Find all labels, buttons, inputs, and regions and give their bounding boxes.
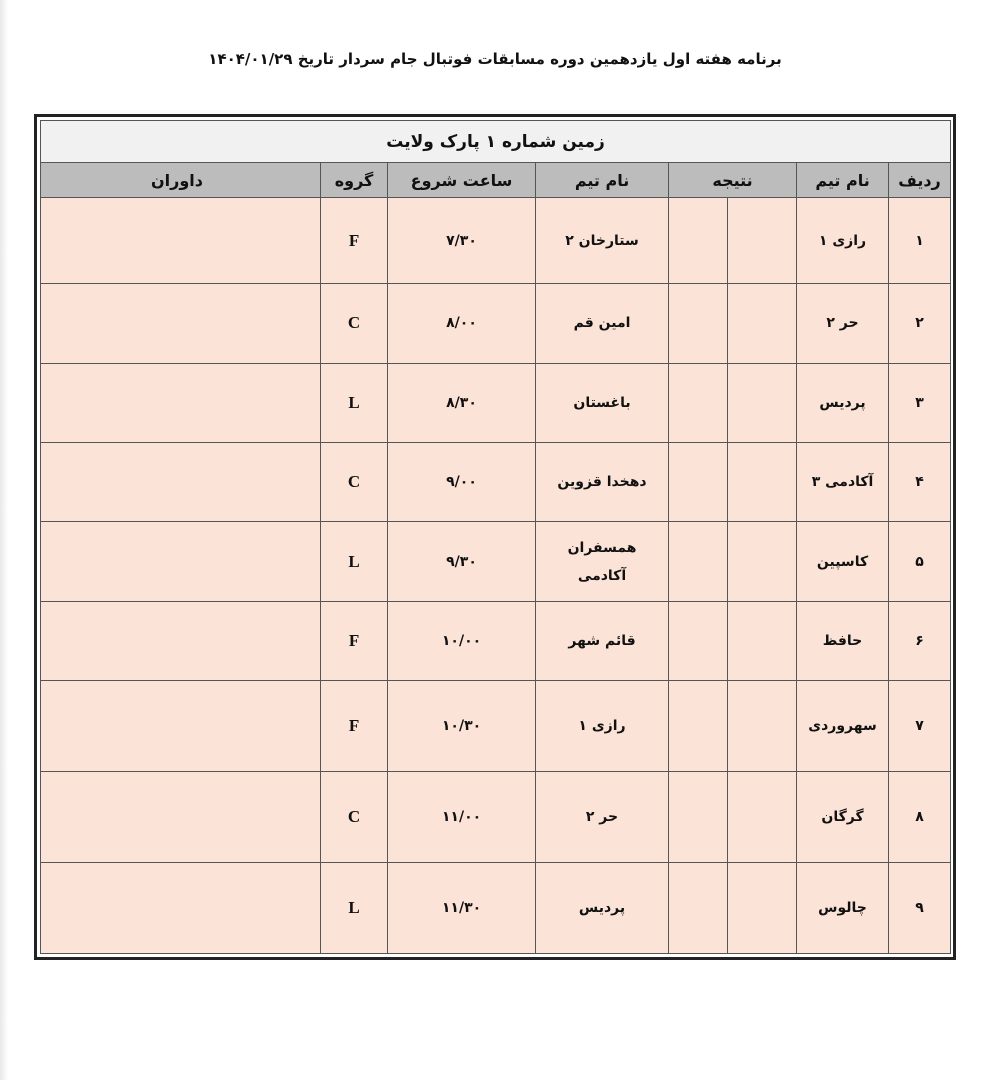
referees-cell bbox=[41, 442, 321, 521]
start-time: ۸/۳۰ bbox=[388, 363, 536, 442]
team-a-name: آکادمی ۳ bbox=[797, 442, 889, 521]
score-a-cell bbox=[728, 284, 797, 363]
score-a-cell bbox=[728, 771, 797, 862]
group-letter: F bbox=[321, 198, 388, 284]
group-letter: F bbox=[321, 681, 388, 771]
group-letter: L bbox=[321, 862, 388, 953]
table-row bbox=[41, 602, 951, 681]
team-a-name: گرگان bbox=[797, 771, 889, 862]
score-b-cell bbox=[669, 521, 728, 601]
score-a-cell bbox=[728, 862, 797, 953]
header-start-time: ساعت شروع bbox=[388, 163, 536, 198]
start-time: ۱۱/۰۰ bbox=[388, 771, 536, 862]
team-b-name-line2: آکادمی bbox=[577, 567, 627, 584]
score-a-cell bbox=[728, 602, 797, 681]
team-a-name: حر ۲ bbox=[797, 284, 889, 363]
score-b-cell bbox=[669, 771, 728, 862]
header-result: نتیجه bbox=[669, 163, 797, 198]
referees-cell bbox=[41, 862, 321, 953]
table-row bbox=[41, 681, 951, 771]
referees-cell bbox=[41, 198, 321, 284]
start-time: ۹/۰۰ bbox=[388, 442, 536, 521]
schedule-table-frame bbox=[34, 114, 956, 960]
start-time: ۸/۰۰ bbox=[388, 284, 536, 363]
score-b-cell bbox=[669, 681, 728, 771]
group-letter: C bbox=[321, 771, 388, 862]
team-a-name: رازی ۱ bbox=[797, 198, 889, 284]
table-row bbox=[41, 442, 951, 521]
group-letter: L bbox=[321, 363, 388, 442]
row-number: ۸ bbox=[889, 771, 951, 862]
referees-cell bbox=[41, 363, 321, 442]
referees-cell bbox=[41, 521, 321, 601]
table-row bbox=[41, 771, 951, 862]
start-time: ۹/۳۰ bbox=[388, 521, 536, 601]
team-b-name: قائم شهر bbox=[536, 602, 669, 681]
start-time: ۱۰/۰۰ bbox=[388, 602, 536, 681]
row-number: ۵ bbox=[889, 521, 951, 601]
score-a-cell bbox=[728, 363, 797, 442]
schedule-table bbox=[40, 120, 951, 954]
score-a-cell bbox=[728, 198, 797, 284]
score-a-cell bbox=[728, 681, 797, 771]
group-letter: C bbox=[321, 284, 388, 363]
table-caption-row bbox=[41, 121, 951, 163]
row-number: ۴ bbox=[889, 442, 951, 521]
score-b-cell bbox=[669, 442, 728, 521]
score-b-cell bbox=[669, 198, 728, 284]
table-row bbox=[41, 862, 951, 953]
referees-cell bbox=[41, 602, 321, 681]
document-title: برنامه هفته اول یازدهمین دوره مسابقات فوتبال جام سردار تاریخ ۱۴۰۴/۰۱/۲۹ bbox=[208, 50, 782, 68]
row-number: ۹ bbox=[889, 862, 951, 953]
table-row bbox=[41, 521, 951, 601]
team-b-name: ستارخان ۲ bbox=[536, 198, 669, 284]
referees-cell bbox=[41, 771, 321, 862]
table-header-row bbox=[41, 163, 951, 198]
header-team-b: نام تیم bbox=[536, 163, 669, 198]
start-time: ۱۱/۳۰ bbox=[388, 862, 536, 953]
header-group: گروه bbox=[321, 163, 388, 198]
referees-cell bbox=[41, 284, 321, 363]
header-team-a: نام تیم bbox=[797, 163, 889, 198]
team-b-name: امین قم bbox=[536, 284, 669, 363]
team-b-name: حر ۲ bbox=[536, 771, 669, 862]
row-number: ۷ bbox=[889, 681, 951, 771]
team-b-name-line1: همسفران bbox=[567, 539, 637, 556]
row-number: ۶ bbox=[889, 602, 951, 681]
team-a-name: چالوس bbox=[797, 862, 889, 953]
page-edge-shadow bbox=[0, 0, 8, 1080]
team-a-name: کاسپین bbox=[797, 521, 889, 601]
team-b-name: پردیس bbox=[536, 862, 669, 953]
score-a-cell bbox=[728, 442, 797, 521]
header-referees: داوران bbox=[41, 163, 321, 198]
team-a-name: حافظ bbox=[797, 602, 889, 681]
team-b-name bbox=[536, 521, 669, 601]
row-number: ۱ bbox=[889, 198, 951, 284]
row-number: ۲ bbox=[889, 284, 951, 363]
group-letter: F bbox=[321, 602, 388, 681]
start-time: ۷/۳۰ bbox=[388, 198, 536, 284]
score-b-cell bbox=[669, 363, 728, 442]
table-row bbox=[41, 363, 951, 442]
referees-cell bbox=[41, 681, 321, 771]
header-row-number: ردیف bbox=[889, 163, 951, 198]
start-time: ۱۰/۳۰ bbox=[388, 681, 536, 771]
score-b-cell bbox=[669, 862, 728, 953]
table-row bbox=[41, 198, 951, 284]
table-row bbox=[41, 284, 951, 363]
team-b-name: باغستان bbox=[536, 363, 669, 442]
team-b-name: دهخدا قزوین bbox=[536, 442, 669, 521]
field-caption: زمین شماره ۱ پارک ولایت bbox=[41, 121, 951, 163]
team-a-name: پردیس bbox=[797, 363, 889, 442]
score-a-cell bbox=[728, 521, 797, 601]
group-letter: L bbox=[321, 521, 388, 601]
score-b-cell bbox=[669, 602, 728, 681]
team-b-name: رازی ۱ bbox=[536, 681, 669, 771]
row-number: ۳ bbox=[889, 363, 951, 442]
group-letter: C bbox=[321, 442, 388, 521]
team-a-name: سهروردی bbox=[797, 681, 889, 771]
score-b-cell bbox=[669, 284, 728, 363]
